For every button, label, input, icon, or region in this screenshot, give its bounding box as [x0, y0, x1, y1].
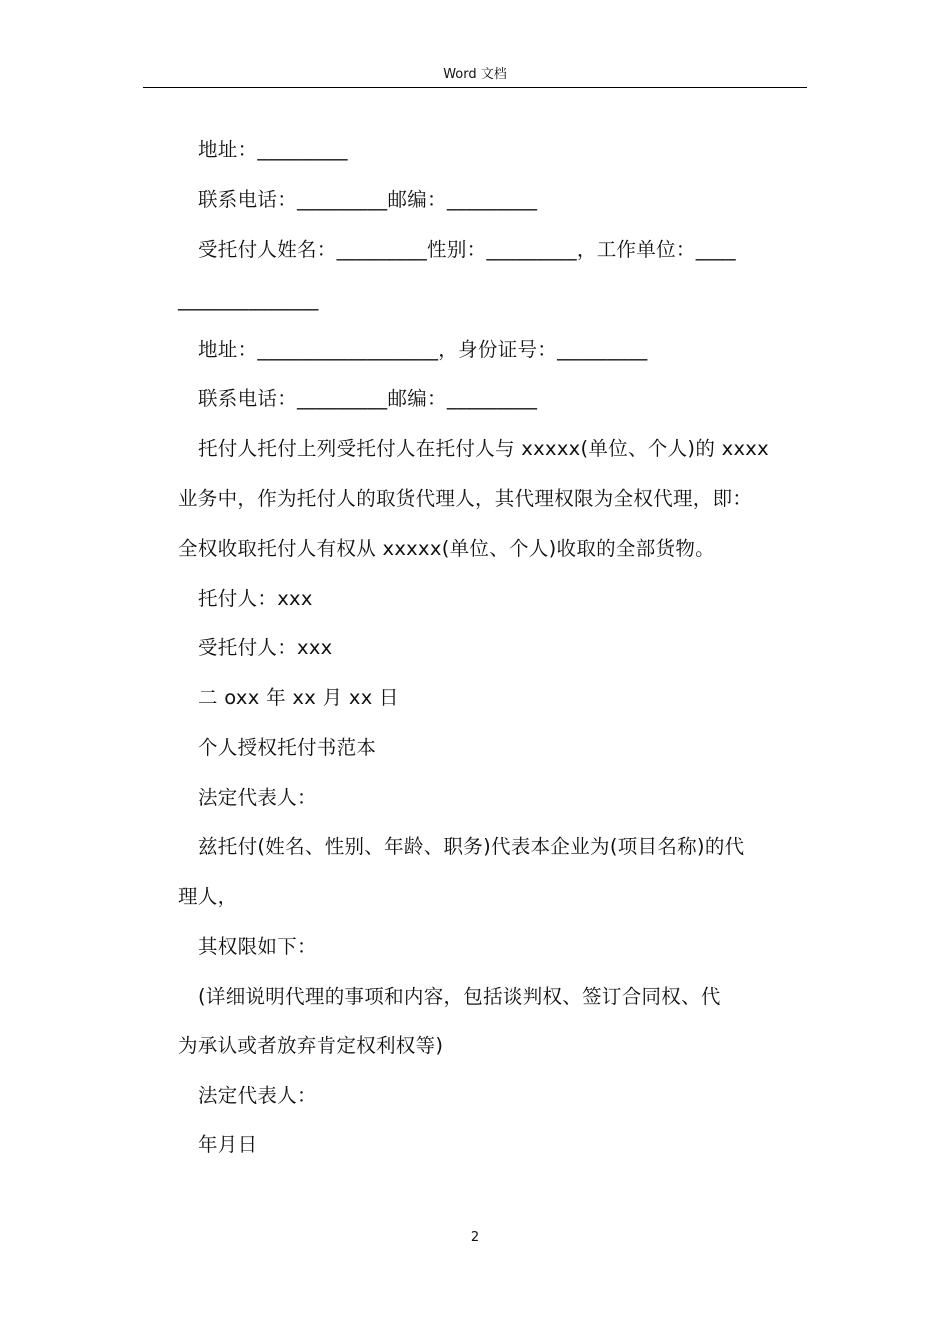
- text-line: 地址：__________________，身份证号：_________: [198, 338, 648, 361]
- text-line: 受托付人：xxx: [198, 636, 333, 659]
- text-line: 联系电话：_________邮编：_________: [198, 387, 538, 410]
- text-line: 托付人：xxx: [198, 587, 313, 610]
- text-line: (详细说明代理的事项和内容，包括谈判权、签订合同权、代: [198, 985, 721, 1008]
- text-line: 理人，: [178, 885, 238, 908]
- text-line: 法定代表人：: [198, 786, 317, 809]
- text-line: 地址：_________: [198, 138, 348, 161]
- text-line: 个人授权托付书范本: [198, 736, 377, 759]
- text-line: 年月日: [198, 1133, 258, 1156]
- text-line: 兹托付(姓名、性别、年龄、职务)代表本企业为(项目名称)的代: [198, 835, 745, 858]
- text-line: 法定代表人：: [198, 1084, 317, 1107]
- page-header: Word 文档: [443, 67, 507, 82]
- text-line: 业务中，作为托付人的取货代理人，其代理权限为全权代理，即：: [178, 487, 753, 510]
- text-line: 托付人托付上列受托付人在托付人与 xxxxx(单位、个人)的 xxxx: [198, 437, 769, 460]
- text-line: 受托付人姓名：_________性别：_________，工作单位：____: [198, 238, 736, 261]
- text-line: 为承认或者放弃肯定权利权等): [178, 1034, 444, 1057]
- text-line: 其权限如下：: [198, 935, 317, 958]
- text-line: 全权收取托付人有权从 xxxxx(单位、个人)收取的全部货物。: [178, 537, 715, 560]
- text-line: 二 oxx 年 xx 月 xx 日: [198, 686, 399, 709]
- page-number: 2: [470, 1230, 480, 1245]
- text-line: ______________: [178, 288, 319, 311]
- text-line: 联系电话：_________邮编：_________: [198, 188, 538, 211]
- header-divider: [143, 87, 807, 88]
